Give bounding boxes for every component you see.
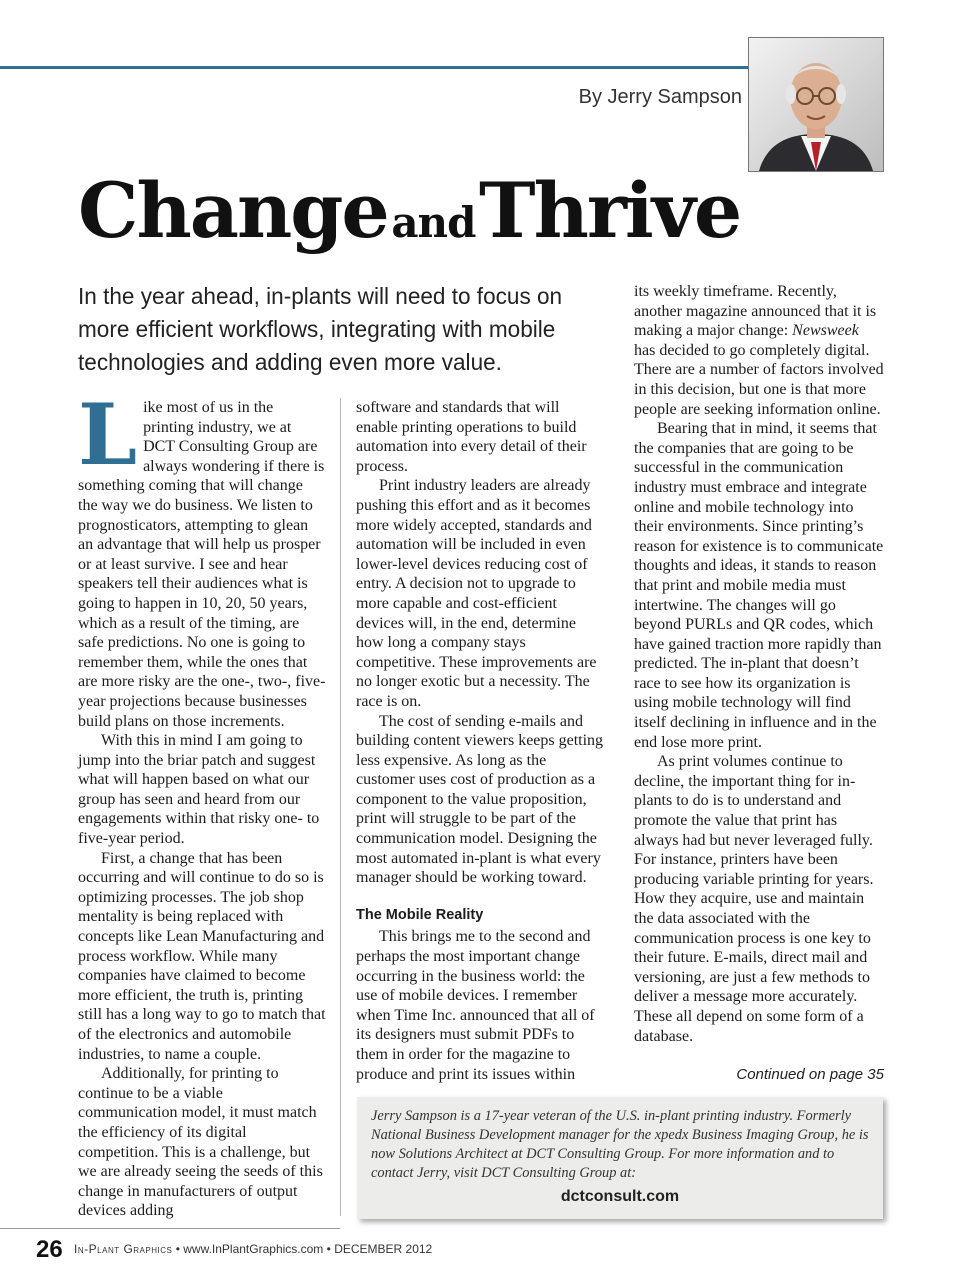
paragraph-5: software and standards that will enable printing operations to build automation into every detail of their process. (356, 399, 587, 475)
footer-separator: • (326, 1242, 331, 1256)
paragraph-9-end: has decided to go completely digital. There are a number of factors involved in this decision, but one is that more people are seeking information online. (634, 341, 884, 418)
article-headline (78, 166, 740, 255)
paragraph-10: Bearing that in mind, it seems that the companies that are going to be successful in the communication industry must embrace and integrate online and mobile technology into their environments. Since printing’s reason for existence is to communicate thoughts and ideas, it stands to reason that print and mobile media must intertwine. The changes will go beyond PURLs and QR codes, which have gained traction more rapidly than predicted. The in-plant that doesn’t race to see how its organization is using mobile technology will find itself declining in influence and in the end lose more print. (634, 420, 884, 751)
bio-website-link[interactable]: dctconsult.com (560, 1188, 680, 1205)
column-1 (78, 385, 326, 1221)
headline-word-change: Change (78, 166, 388, 255)
paragraph-2: With this in mind I am going to jump into the briar patch and suggest what will happen based on what our group has seen and heard from our engagements within that risky one- to five-year period. (78, 732, 320, 848)
author-portrait-image (749, 38, 883, 171)
paragraph-9 (634, 282, 884, 419)
footer-rule (0, 1228, 340, 1229)
page-footer (36, 1236, 432, 1264)
paragraph-4: Additionally, for printing to continue to be a viable communication model, it must match the efficiency of its digital competition. This is a challenge, but we are already seeing the seeds of this change in manufacturers of output devices adding (78, 1065, 323, 1220)
continued-note: Continued on page 35 (736, 1066, 884, 1083)
byline: By Jerry Sampson (578, 86, 742, 108)
article-dek: In the year ahead, in-plants will need to focus on more efficient workflows, integrating with mobile technologies and adding even more value. (78, 283, 563, 375)
headline-word-and: and (391, 198, 476, 247)
column-3 (634, 282, 884, 1046)
author-photo (748, 37, 884, 172)
paragraph-9-start: its weekly timeframe. Recently, another magazine announced that it is making a major change: (634, 283, 877, 340)
paragraph-6: Print industry leaders are already pushing this effort and as it becomes more widely accepted, standards and automation will be included in even lower-level devices reducing cost of entry. A decision not to upgrade to more capable and cost-efficient devices will, in the end, determine how long a company stays competitive. These improvements are no longer exotic but a necessity. The race is on. (356, 477, 597, 710)
author-bio-text: Jerry Sampson is a 17-year veteran of the U.S. in-plant printing industry. Formerly National Business Development manager for the xpedx Business Imaging Group, he is now Solutions Architect at DCT Consulting Group. For more information and to contact Jerry, visit DCT Consulting Group at: (371, 1108, 869, 1181)
footer-website[interactable]: www.InPlantGraphics.com (183, 1242, 324, 1256)
paragraph-8: This brings me to the second and perhaps the most important change occurring in the business world: the use of mobile devices. I remember when Time Inc. announced that all of its designers must submit PDFs to them in order for the magazine to produce and print its issues within (356, 928, 595, 1083)
headline-word-thrive: Thrive (479, 166, 741, 255)
footer-separator: • (175, 1242, 180, 1256)
paragraph-3: First, a change that has been occurring and will continue to do so is optimizing processes. The job shop mentality is being replaced with concepts like Lean Manufacturing and process workflow. While many companies have claimed to become more efficient, the truth is, printing still has a long way to go to match that of the electronics and automobile industries, to name a couple. (78, 849, 326, 1063)
issue-date: DECEMBER 2012 (334, 1242, 433, 1256)
paragraph-1: ike most of us in the printing industry, we at DCT Consulting Group are always wondering if there is something coming that will change the way we do business. We listen to prognosticators, attempting to glean an advantage that will help us prosper or at least survive. I see and hear speakers tell their audiences what is going to happen in 10, 20, 50 years, which as a result of the timing, are safe predictions. No one is going to remember them, while the ones that are more risky are the one-, two-, five-year projections because businesses build plans on those increments. (78, 399, 326, 730)
drop-cap: L (78, 385, 138, 484)
publication-name: In-Plant Graphics (74, 1242, 173, 1256)
page-number: 26 (36, 1236, 63, 1263)
paragraph-11: As print volumes continue to decline, the important thing for in-plants to do is to understand and promote the value that print has always had but never leveraged fully. For instance, printers have been producing variable printing for years. How they acquire, use and maintain the data associated with the communication process is one key to their future. E-mails, direct mail and versioning, are just a few methods to deliver a message more accurately. These all depend on some form of a database. (634, 753, 874, 1045)
section-subhead: The Mobile Reality (356, 906, 484, 923)
paragraph-7: The cost of sending e-mails and building content viewers keeps getting less expensive. As long as the customer uses cost of production as a component to the value proposition, print will struggle to be part of the communication model. Designing the most automated in-plant is what every manager should be working toward. (356, 712, 604, 887)
column-2 (356, 398, 604, 1084)
column-divider (340, 398, 341, 1216)
magazine-title-newsweek: Newsweek (792, 322, 859, 340)
author-bio-box (357, 1097, 883, 1219)
header-rule (0, 66, 760, 69)
